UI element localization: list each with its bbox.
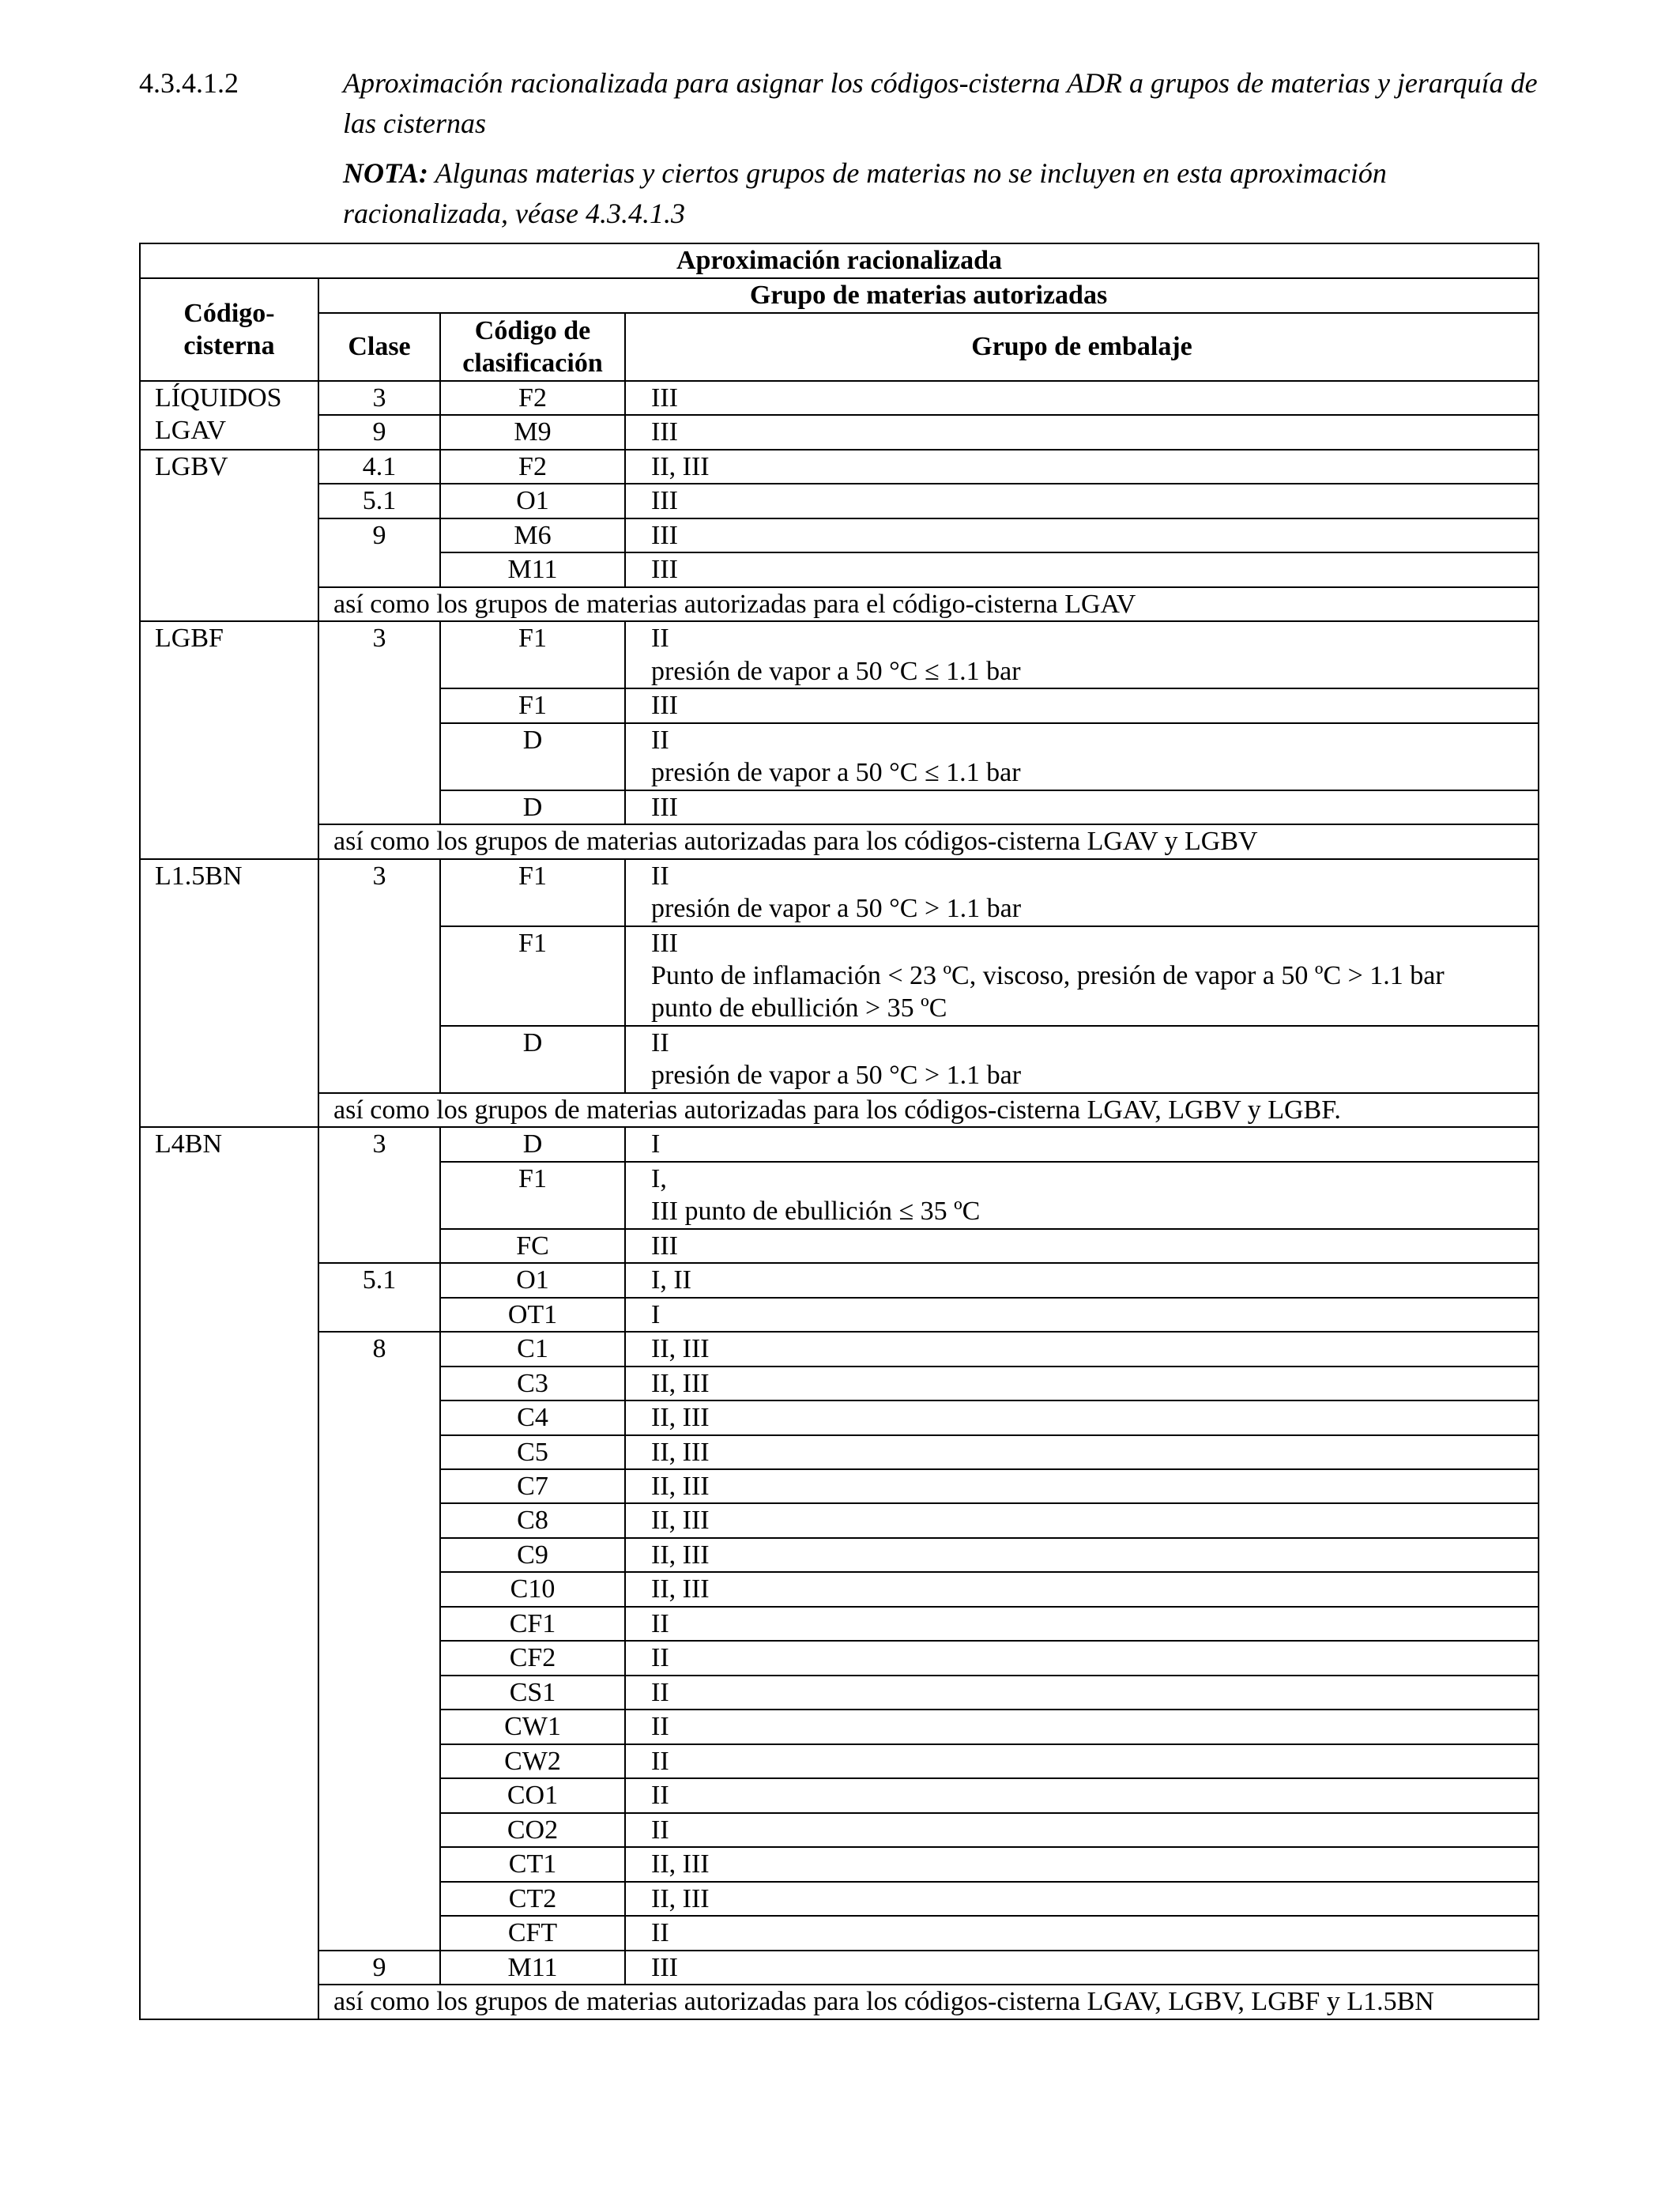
packing-group-cell: II, III [625,1882,1539,1916]
classification-code-cell: C3 [440,1367,625,1400]
class-cell: 8 [318,1332,440,1950]
classification-code-cell: C5 [440,1435,625,1469]
table-row [140,450,1539,484]
packing-group-cell: III [625,790,1539,824]
table-row [140,1951,1539,1985]
packing-group-cell: II [625,1676,1539,1710]
section-footer: así como los grupos de materias autorizadas para los códigos-cisterna LGAV y LGBV [318,824,1539,858]
class-cell: 9 [318,1951,440,1985]
classification-code-cell: D [440,1026,625,1093]
classification-code-cell: C9 [440,1538,625,1572]
table-row [140,621,1539,688]
packing-group-cell: II, III [625,1400,1539,1434]
classification-code-cell: CS1 [440,1676,625,1710]
table-row [140,1127,1539,1161]
packing-group-cell: III [625,484,1539,518]
table-row [140,1263,1539,1297]
classification-code-cell: OT1 [440,1298,625,1332]
classification-code-cell: F1 [440,688,625,722]
classification-code-cell: O1 [440,484,625,518]
classification-code-cell: O1 [440,1263,625,1297]
classification-code-cell: D [440,723,625,790]
packing-group-cell: II, III [625,1367,1539,1400]
classification-code-cell: F2 [440,381,625,415]
table-row [140,415,1539,449]
section-number: 4.3.4.1.2 [139,67,239,99]
table-row [140,484,1539,518]
classification-code-cell: CW2 [440,1744,625,1778]
section-note [343,153,1546,234]
packing-group-cell: III [625,1951,1539,1985]
classification-code-cell: C4 [440,1400,625,1434]
header-row-1 [140,278,1539,313]
tank-code-table [139,243,1539,2020]
class-cell: 5.1 [318,484,440,518]
packing-group-cell: I [625,1127,1539,1161]
class-cell: 9 [318,415,440,449]
section-heading [139,63,1546,234]
packing-group-cell: III [625,688,1539,722]
class-cell: 9 [318,518,440,587]
classification-code-cell: F1 [440,1162,625,1229]
classification-code-cell: D [440,1127,625,1161]
class-cell: 5.1 [318,1263,440,1332]
tank-code-cell: LGBF [140,621,318,858]
packing-group-cell: III [625,415,1539,449]
class-cell: 3 [318,621,440,824]
packing-group-cell: II [625,1778,1539,1812]
classification-code-cell: M11 [440,1951,625,1985]
packing-group-cell: II, III [625,1435,1539,1469]
header-authorized-groups: Grupo de materias autorizadas [318,278,1539,313]
packing-group-cell: II [625,1744,1539,1778]
header-class: Clase [318,313,440,381]
classification-code-cell: CF2 [440,1641,625,1675]
packing-group-cell: III Punto de inflamación < 23 ºC, viscoso, presión de vapor a 50 ºC > 1.1 bar punto de ebullición > 35 ºC [625,926,1539,1026]
tank-code-cell: LGBV [140,450,318,621]
classification-code-cell: M11 [440,552,625,586]
packing-group-cell: II presión de vapor a 50 °C > 1.1 bar [625,1026,1539,1093]
class-cell: 4.1 [318,450,440,484]
tank-code-cell: LÍQUIDOS LGAV [140,381,318,450]
classification-code-cell: CFT [440,1916,625,1950]
section-footer-row [140,1985,1539,2019]
packing-group-cell: II presión de vapor a 50 °C ≤ 1.1 bar [625,621,1539,688]
packing-group-cell: I, II [625,1263,1539,1297]
section-footer-row [140,587,1539,621]
note-label: NOTA: [343,157,428,190]
table-body [140,381,1539,2019]
packing-group-cell: II [625,1710,1539,1744]
packing-group-cell: I, III punto de ebullición ≤ 35 ºC [625,1162,1539,1229]
classification-code-cell: CF1 [440,1607,625,1641]
section-footer: así como los grupos de materias autorizadas para los códigos-cisterna LGAV, LGBV y LGBF. [318,1093,1539,1127]
section-footer-row [140,824,1539,858]
tank-code-cell: L4BN [140,1127,318,2019]
packing-group-cell: III [625,381,1539,415]
classification-code-cell: F1 [440,926,625,1026]
packing-group-cell: II [625,1916,1539,1950]
packing-group-cell: III [625,552,1539,586]
packing-group-cell: II, III [625,1847,1539,1881]
packing-group-cell: I [625,1298,1539,1332]
classification-code-cell: FC [440,1229,625,1263]
packing-group-cell: III [625,1229,1539,1263]
classification-code-cell: CT2 [440,1882,625,1916]
header-classification-code: Código de clasificación [440,313,625,381]
section-footer: así como los grupos de materias autorizadas para los códigos-cisterna LGAV, LGBV, LGBF y L1.5BN [318,1985,1539,2019]
packing-group-cell: II, III [625,1503,1539,1537]
classification-code-cell: M6 [440,518,625,552]
packing-group-cell: II, III [625,1538,1539,1572]
classification-code-cell: F2 [440,450,625,484]
tank-code-cell: L1.5BN [140,859,318,1128]
class-cell: 3 [318,859,440,1093]
header-row-2 [140,313,1539,381]
classification-code-cell: CW1 [440,1710,625,1744]
classification-code-cell: CO2 [440,1813,625,1847]
classification-code-cell: F1 [440,621,625,688]
section-title: Aproximación racionalizada para asignar los códigos-cisterna ADR a grupos de materias y jerarquía de las cisternas [343,67,1538,140]
table-row [140,859,1539,926]
class-cell: 3 [318,381,440,415]
table-row [140,381,1539,415]
packing-group-cell: II, III [625,1332,1539,1366]
section-footer-row [140,1093,1539,1127]
class-cell: 3 [318,1127,440,1263]
packing-group-cell: III [625,518,1539,552]
packing-group-cell: II, III [625,1572,1539,1606]
packing-group-cell: II presión de vapor a 50 °C ≤ 1.1 bar [625,723,1539,790]
table-row [140,518,1539,552]
classification-code-cell: M9 [440,415,625,449]
classification-code-cell: C1 [440,1332,625,1366]
classification-code-cell: C10 [440,1572,625,1606]
classification-code-cell: CO1 [440,1778,625,1812]
note-text: Algunas materias y ciertos grupos de materias no se incluyen en esta aproximación racionalizada, véase 4.3.4.1.3 [343,157,1387,230]
table-title-row [140,243,1539,278]
packing-group-cell: II, III [625,1469,1539,1503]
classification-code-cell: C7 [440,1469,625,1503]
classification-code-cell: CT1 [440,1847,625,1881]
packing-group-cell: II [625,1641,1539,1675]
table-row [140,1332,1539,1366]
section-footer: así como los grupos de materias autorizadas para el código-cisterna LGAV [318,587,1539,621]
packing-group-cell: II [625,1813,1539,1847]
packing-group-cell: II presión de vapor a 50 °C > 1.1 bar [625,859,1539,926]
classification-code-cell: D [440,790,625,824]
header-tank-code: Código-cisterna [140,278,318,381]
classification-code-cell: C8 [440,1503,625,1537]
classification-code-cell: F1 [440,859,625,926]
header-packing-group: Grupo de embalaje [625,313,1539,381]
packing-group-cell: II, III [625,450,1539,484]
table-title: Aproximación racionalizada [140,243,1539,278]
packing-group-cell: II [625,1607,1539,1641]
